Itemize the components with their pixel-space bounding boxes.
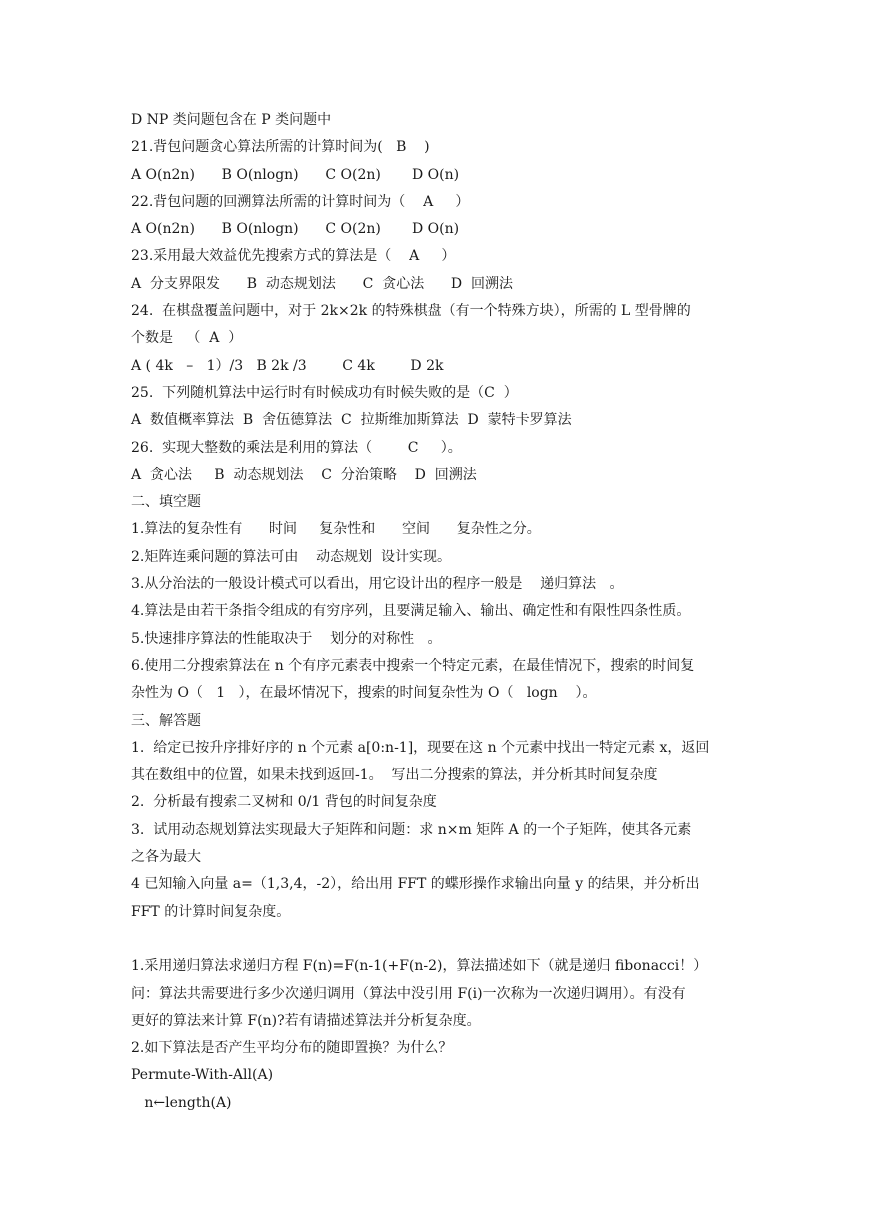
question-24-options: A ( 4k – 1）/3 B 2k /3 C 4k D 2k: [131, 357, 444, 374]
answer-question-3: 3. 试用动态规划算法实现最大子矩阵和问题：求 n×m 矩阵 A 的一个子矩阵，使其各元素: [131, 821, 692, 838]
fill-blank-2: 2.矩阵连乘问题的算法可由 动态规划 设计实现。: [131, 548, 452, 565]
text-line: D NP 类问题包含在 P 类问题中: [131, 112, 332, 128]
answer-question-4-continued: FFT 的计算时间复杂度。: [131, 903, 291, 920]
pseudocode-line: n←length(A): [131, 1094, 232, 1111]
blank-line: [131, 926, 743, 953]
answer-question-1: 1. 给定已按升序排好序的 n 个元素 a[0:n-1]，现要在这 n 个元素中找出一特定元素 x，返回: [131, 739, 710, 756]
question-21: 21.背包问题贪心算法所需的计算时间为( B ): [131, 139, 430, 156]
question-26-options: A 贪心法 B 动态规划法 C 分治策略 D 回溯法: [131, 466, 477, 483]
question-22: 22.背包问题的回溯算法所需的计算时间为（ A ）: [131, 193, 470, 210]
recursion-question-1: 1.采用递归算法求递归方程 F(n)=F(n-1(+F(n-2)，算法描述如下（就是递归 fibonacci！）: [131, 958, 708, 975]
question-22-options: A O(n2n) B O(nlogn) C O(2n) D O(n): [131, 221, 460, 238]
question-21-options: A O(n2n) B O(nlogn) C O(2n) D O(n): [131, 166, 460, 183]
answer-question-4: 4 已知输入向量 a=（1,3,4，-2），给出用 FFT 的蝶形操作求输出向量 y 的结果，并分析出: [131, 876, 700, 893]
fill-blank-3: 3.从分治法的一般设计模式可以看出，用它设计出的程序一般是 递归算法 。: [131, 576, 624, 593]
recursion-question-1-end: 更好的算法来计算 F(n)?若有请描述算法并分析复杂度。: [131, 1012, 481, 1029]
fill-blank-6: 6.使用二分搜索算法在 n 个有序元素表中搜索一个特定元素，在最佳情况下，搜索的时间复: [131, 657, 695, 674]
fill-blank-5: 5.快速排序算法的性能取决于 划分的对称性 。: [131, 630, 442, 647]
answer-question-3-continued: 之各为最大: [131, 849, 201, 866]
question-25: 25. 下列随机算法中运行时有时候成功有时候失败的是（C ）: [131, 384, 518, 401]
document-body: [131, 107, 743, 1117]
fill-blank-1: 1.算法的复杂性有 时间 复杂性和 空间 复杂性之分。: [131, 521, 541, 538]
question-25-options: A 数值概率算法 B 舍伍德算法 C 拉斯维加斯算法 D 蒙特卡罗算法: [131, 412, 572, 429]
answer-question-2: 2. 分析最有搜索二叉树和 0/1 背包的时间复杂度: [131, 794, 437, 811]
answer-question-1-continued: 其在数组中的位置，如果未找到返回-1。 写出二分搜索的算法，并分析其时间复杂度: [131, 767, 658, 784]
section-heading-answers: 三、解答题: [131, 712, 201, 729]
fill-blank-4: 4.算法是由若干条指令组成的有穷序列，且要满足输入、输出、确定性和有限性四条性质。: [131, 603, 691, 620]
question-26: 26. 实现大整数的乘法是利用的算法（ C ）。: [131, 439, 462, 456]
permutation-question-2: 2.如下算法是否产生平均分布的随即置换？为什么？: [131, 1040, 453, 1057]
question-24: 24. 在棋盘覆盖问题中，对于 2k×2k 的特殊棋盘（有一个特殊方块），所需的 L 型骨牌的: [131, 303, 691, 320]
recursion-question-1-continued: 问：算法共需要进行多少次递归调用（算法中没引用 F(i)一次称为一次递归调用）。有没有: [131, 985, 686, 1002]
section-heading-fill-blank: 二、填空题: [131, 494, 201, 511]
fill-blank-6-continued: 杂性为 O（ 1 ），在最坏情况下，搜索的时间复杂性为 O（ logn ）。: [131, 685, 597, 702]
question-23-options: A 分支界限发 B 动态规划法 C 贪心法 D 回溯法: [131, 275, 514, 292]
question-24-continued: 个数是 （ A ）: [131, 330, 243, 347]
question-23: 23.采用最大效益优先搜索方式的算法是（ A ）: [131, 248, 456, 265]
pseudocode-title: Permute-With-All(A): [131, 1067, 274, 1084]
